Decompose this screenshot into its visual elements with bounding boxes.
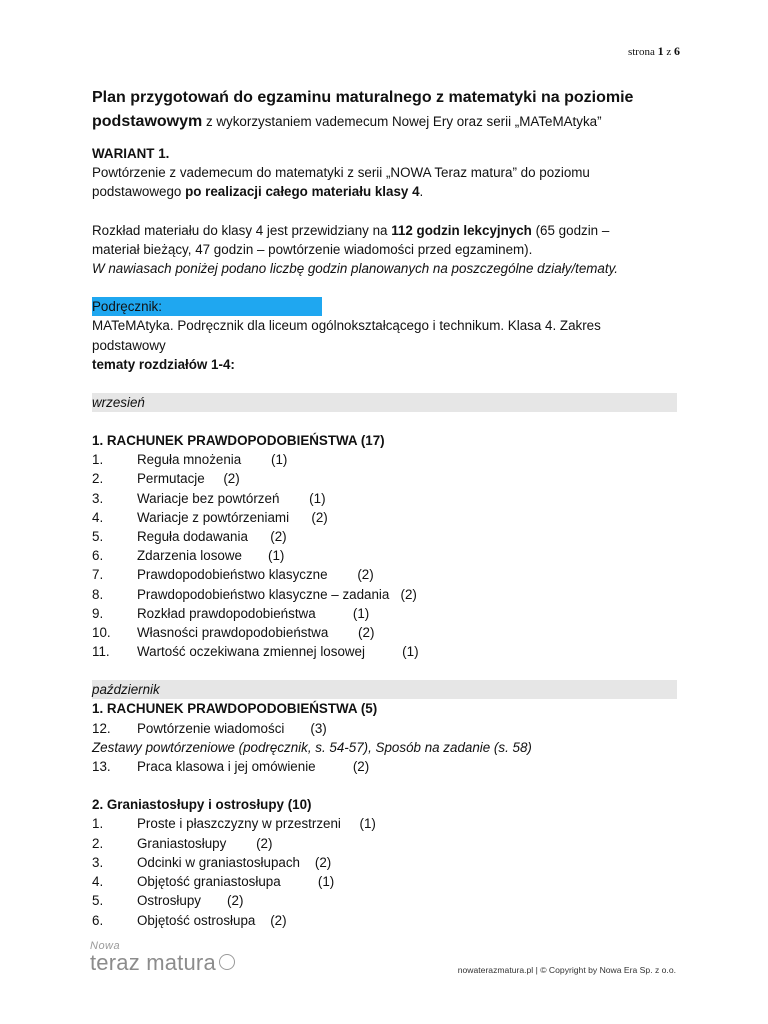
variant-section: WARIANT 1. Powtórzenie z vademecum do matematyki z serii „NOWA Teraz matura” do poziomu podstawowego po realizacji całego materiału klasy 4.	[92, 146, 590, 200]
textbook-label: Podręcznik:	[92, 297, 322, 316]
list-item: 4. Objętość graniastosłupa (1)	[92, 874, 335, 890]
list-item: 3. Odcinki w graniastosłupach (2)	[92, 854, 332, 870]
list-item: 7. Prawdopodobieństwo klasyczne (2)	[92, 567, 374, 583]
review-note: Zestawy powtórzeniowe (podręcznik, s. 54-57), Sposób na zadanie (s. 58)	[92, 739, 532, 755]
list-item: 4. Wariacje z powtórzeniami (2)	[92, 509, 328, 525]
textbook-section: Podręcznik: MATeMAtyka. Podręcznik dla liceum ogólnokształcącego i technikum. Klasa 4. Zakres podstawowy tematy rozdziałów 1-4:	[92, 299, 601, 372]
lightbulb-icon	[219, 954, 235, 970]
footer-copyright: nowaterazmatura.pl | © Copyright by Nowa Era Sp. z o.o.	[457, 965, 676, 975]
list-item: 3. Wariacje bez powtórzeń (1)	[92, 490, 326, 506]
list-item: 11. Wartość oczekiwana zmiennej losowej (1)	[92, 644, 419, 660]
list-item: 8. Prawdopodobieństwo klasyczne – zadania (2)	[92, 586, 417, 602]
list-item: 12. Powtórzenie wiadomości (3)	[92, 720, 327, 736]
document-body	[92, 86, 677, 930]
page-number: strona 1 z 6	[627, 44, 680, 58]
list-item: 9. Rozkład prawdopodobieństwa (1)	[92, 605, 370, 621]
list-item: 1. Proste i płaszczyzny w przestrzeni (1)	[92, 816, 376, 832]
list-item: 2. Permutacje (2)	[92, 471, 240, 487]
schedule-info: Rozkład materiału do klasy 4 jest przewidziany na 112 godzin lekcyjnych (65 godzin – materiał bieżący, 47 godzin – powtórzenie wiadomości przed egzaminem). W nawiasach poniżej podano liczbę godzin planowanych na poszczególne działy/tematy.	[92, 222, 619, 277]
list-item: 5. Ostrosłupy (2)	[92, 893, 244, 909]
section-prisms-pyramids: 2. Graniastosłupy i ostrosłupy (10) 1. Proste i płaszczyzny w przestrzeni (1) 2. Graniastosłupy (2) 3. Odcinki w graniastosłupach (2) 4. Objętość graniastosłupa (1) 5. Ostrosłupy (2) 6. Objętość ostrosłupa (2)	[92, 795, 677, 929]
list-item: 6. Zdarzenia losowe (1)	[92, 548, 285, 564]
list-item: 2. Graniastosłupy (2)	[92, 835, 273, 851]
section-probability: 1. RACHUNEK PRAWDOPODOBIEŃSTWA (17) 1. Reguła mnożenia (1) 2. Permutacje (2) 3. Wariacje bez powtórzeń (1) 4. Wariacje z powtórzeniami (2) 5. Reguła dodawania (2) 6. Zdarzenia losowe (1) 7. Prawdopodobieństwo klasyczne (2) 8. Prawdopodobieństwo klasyczne – zadania (2) 9. Rozkład prawdopodobieństwa (1) 10. Własności prawdopodobieństwa (2) 11. Wartość oczekiwana zmiennej losowej (1)	[92, 431, 677, 661]
list-item: 13. Praca klasowa i jej omówienie (2)	[92, 759, 370, 775]
month-october: październik	[92, 680, 677, 699]
list-item: 1. Reguła mnożenia (1)	[92, 452, 288, 468]
month-september: wrzesień	[92, 393, 677, 412]
section-probability-continued: 1. RACHUNEK PRAWDOPODOBIEŃSTWA (5) 12. Powtórzenie wiadomości (3) Zestawy powtórzeniowe (podręcznik, s. 54-57), Sposób na zadanie (s. 58) 13. Praca klasowa i jej omówienie (2)	[92, 699, 677, 776]
list-item: 10. Własności prawdopodobieństwa (2)	[92, 625, 375, 641]
document-title: Plan przygotowań do egzaminu maturalnego z matematyki na poziomie podstawowym z wykorzystaniem vademecum Nowej Ery oraz serii „MATeMAtyka”	[92, 89, 634, 130]
list-item: 6. Objętość ostrosłupa (2)	[92, 912, 287, 928]
list-item: 5. Reguła dodawania (2)	[92, 529, 287, 545]
variant-heading: WARIANT 1.	[92, 146, 170, 161]
nowa-teraz-matura-logo: Nowa teraz matura	[90, 940, 235, 974]
